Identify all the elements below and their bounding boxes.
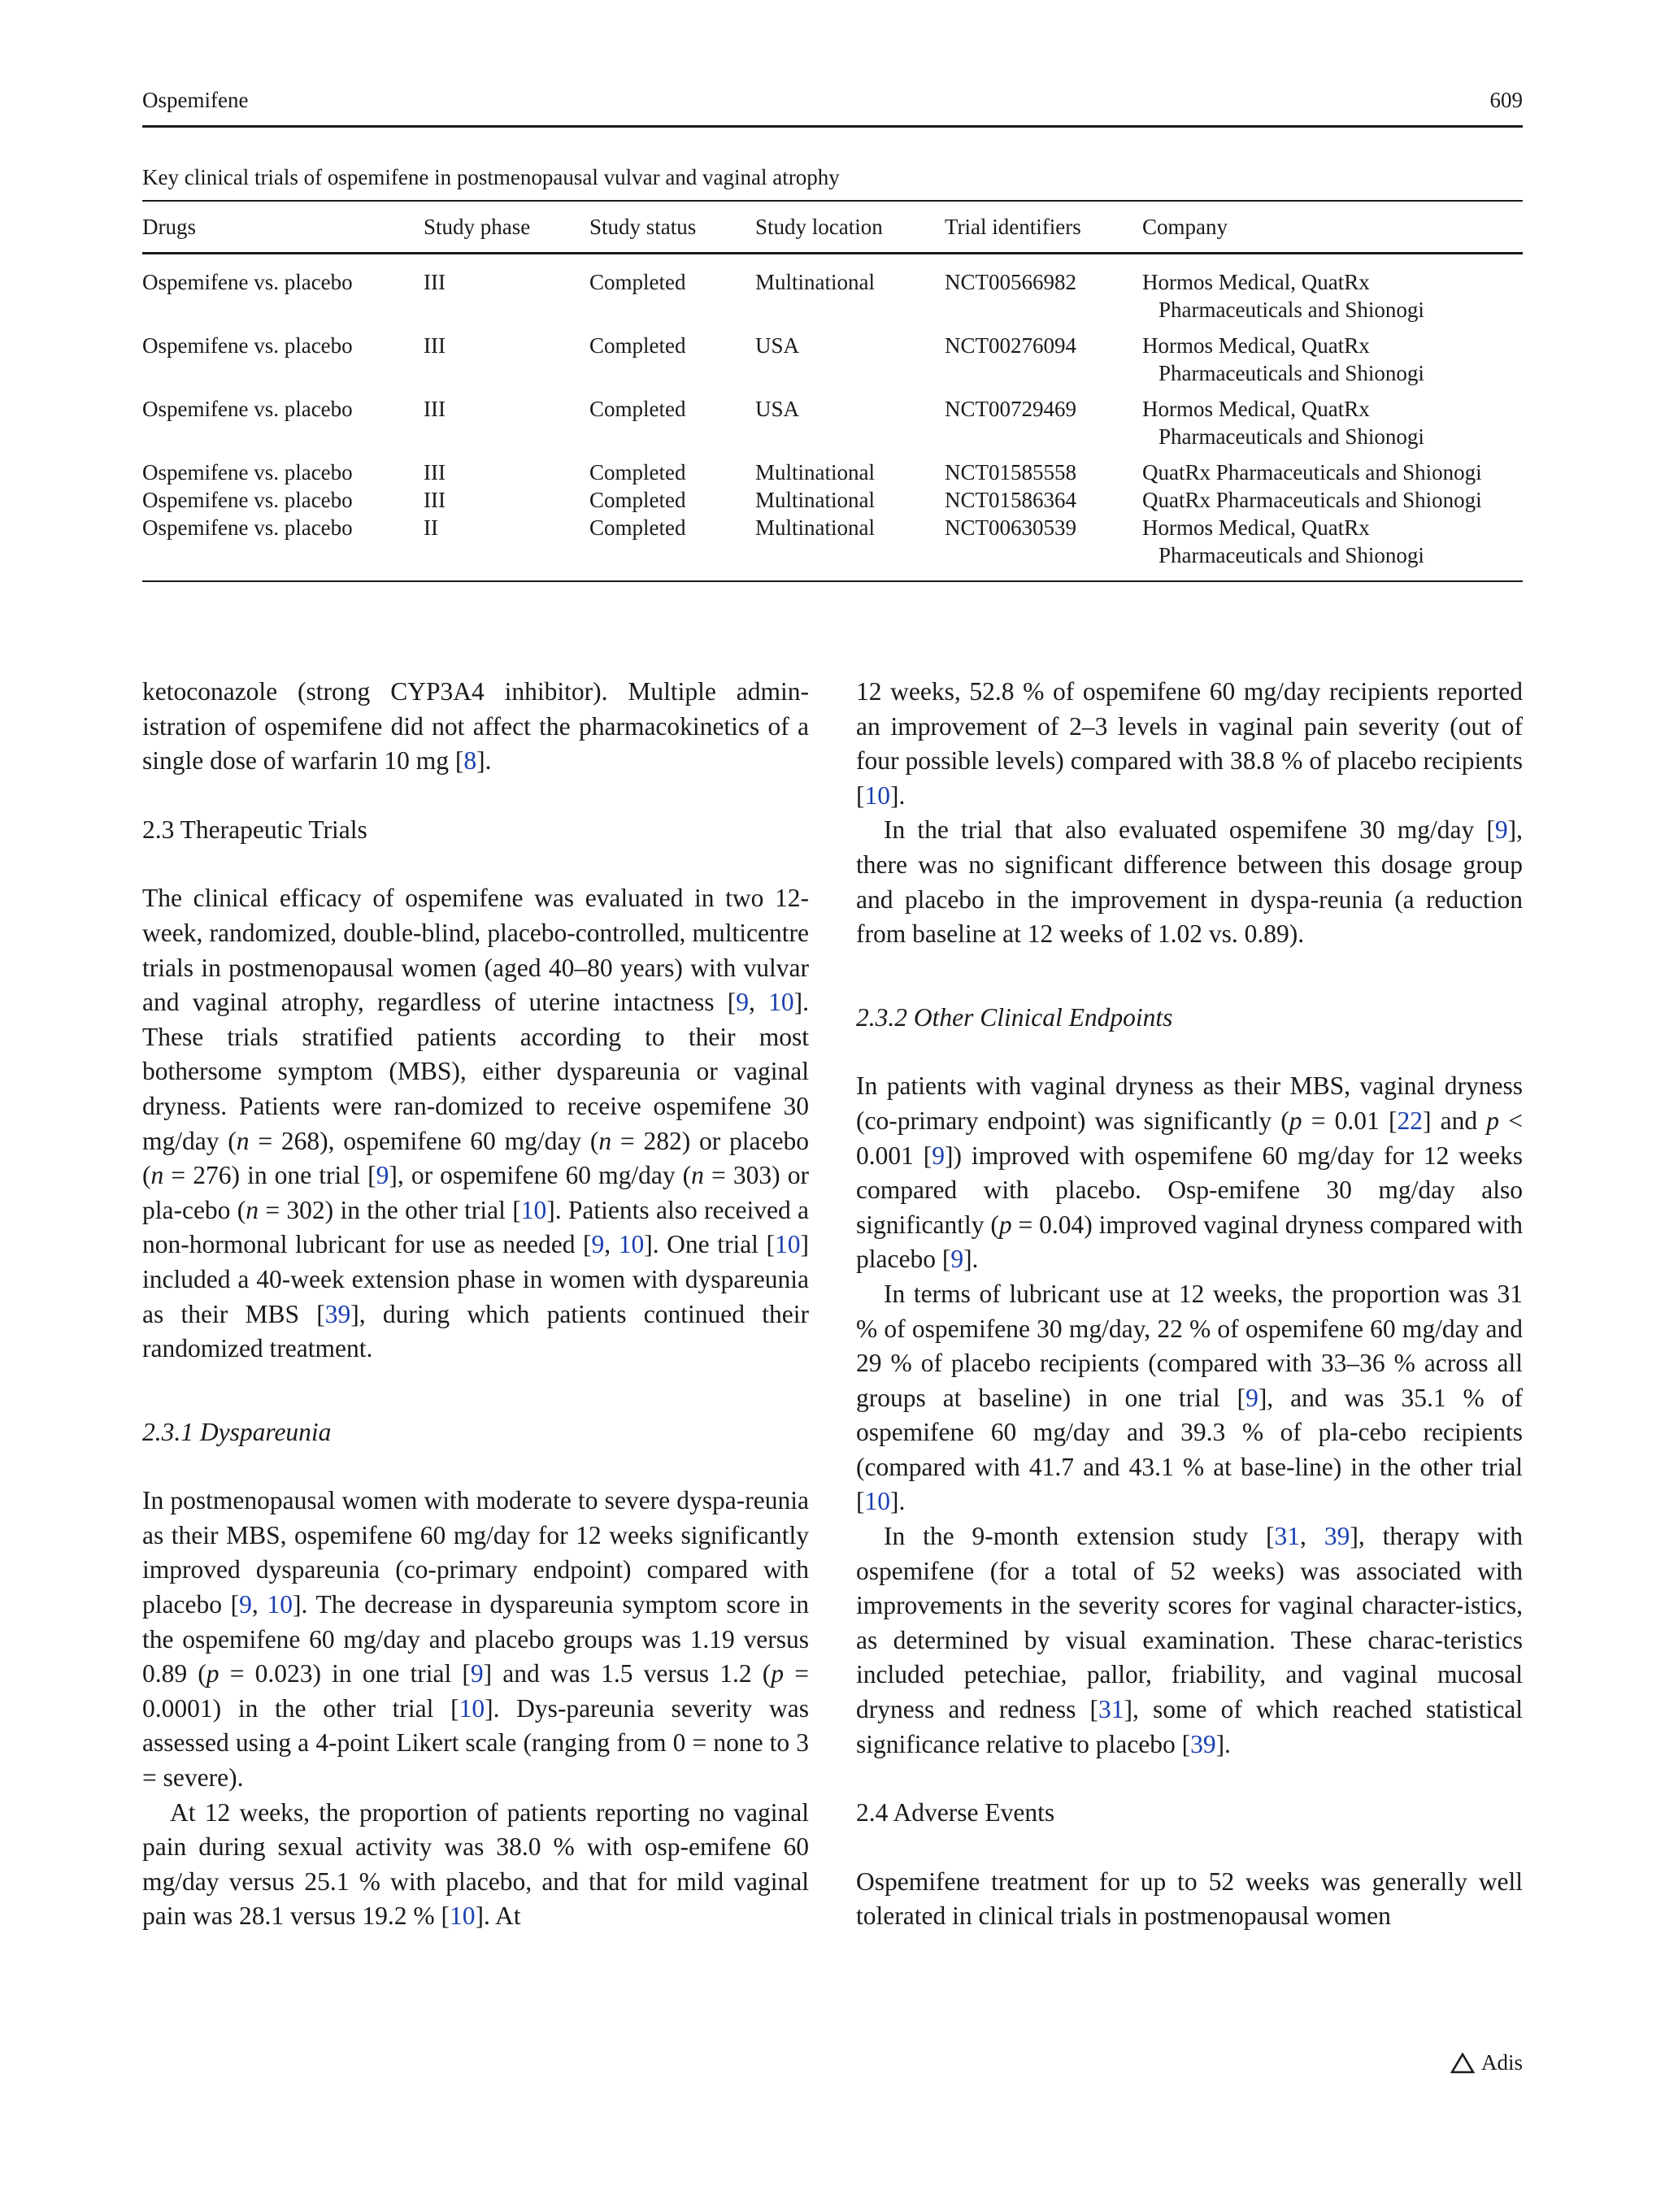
citation-link: 39: [1190, 1729, 1216, 1758]
text-run: ]. At: [475, 1901, 521, 1931]
stat-symbol: n: [246, 1195, 259, 1224]
text-run: ,: [1300, 1522, 1324, 1551]
text-run: ].: [890, 780, 906, 810]
citation-link: 31: [1274, 1522, 1301, 1551]
trials-table: [142, 200, 1523, 582]
citation-link: 10: [768, 988, 794, 1017]
table-cell: Completed: [589, 333, 686, 358]
stat-symbol: n: [150, 1161, 164, 1190]
citation-link: 10: [449, 1901, 476, 1931]
text-run: ].: [890, 1487, 906, 1516]
text-run: ], or ospemifene 60 mg/day (: [389, 1161, 692, 1190]
paragraph: [856, 1865, 1523, 1934]
text-run: ,: [604, 1230, 619, 1259]
column-header: Study location: [755, 201, 945, 254]
publisher-footer: [1450, 2050, 1523, 2075]
company-line: Hormos Medical, QuatRx: [1142, 270, 1370, 294]
table-row: [142, 332, 1523, 395]
paragraph: [856, 813, 1523, 951]
table-cell: Ospemifene vs. placebo: [142, 488, 353, 512]
citation-link: 10: [864, 780, 890, 810]
citation-link: 9: [950, 1245, 964, 1274]
text-run: = 0.04) improved vaginal dryness compared with placebo [: [856, 1210, 1523, 1274]
stat-symbol: p: [1486, 1106, 1500, 1135]
company-cell: [1142, 395, 1523, 458]
citation-link: 10: [459, 1693, 485, 1723]
table-cell: Ospemifene vs. placebo: [142, 460, 353, 485]
text-run: At 12 weeks, the proportion of patients reporting no vaginal pain during sexual activity was 38.0 % with osp-emifene 60 mg/day versus 25.1 % with placebo, and that for mild vaginal pain was 28.1 versus 19.2 % [: [142, 1797, 809, 1931]
section-heading: 2.4 Adverse Events: [856, 1798, 1055, 1827]
text-run: ].: [963, 1245, 979, 1274]
text-run: ]. Patients also received a non-hormonal lubricant for use as needed [: [142, 1195, 809, 1259]
table-cell: III: [424, 397, 446, 421]
text-run: ].: [1215, 1729, 1231, 1758]
table-cell: Completed: [589, 270, 686, 294]
column-header: Company: [1142, 201, 1523, 254]
table-cell: NCT00276094: [945, 333, 1076, 358]
table-cell: III: [424, 460, 446, 485]
table-cell: Ospemifene vs. placebo: [142, 333, 353, 358]
citation-link: 10: [520, 1195, 547, 1224]
stat-symbol: p: [771, 1659, 785, 1688]
table-row: [142, 458, 1523, 486]
citation-link: 31: [1098, 1695, 1124, 1724]
table-caption: Key clinical trials of ospemifene in postmenopausal vulvar and vaginal atrophy: [142, 165, 840, 189]
table-cell: USA: [755, 397, 800, 421]
table-cell: Completed: [589, 488, 686, 512]
subsection-heading: 2.3.2 Other Clinical Endpoints: [856, 1002, 1173, 1032]
citation-link: 9: [1494, 815, 1508, 845]
text-run: ,: [251, 1590, 267, 1619]
paragraph: [142, 1484, 809, 1795]
table-cell: Multinational: [755, 270, 875, 294]
company-line: Pharmaceuticals and Shionogi: [1159, 361, 1424, 385]
paragraph: [142, 675, 809, 779]
company-line: Pharmaceuticals and Shionogi: [1159, 424, 1424, 449]
column-header: Drugs: [142, 201, 424, 254]
adis-triangle-icon: [1450, 2053, 1475, 2074]
text-run: ]) improved with ospemifene 60 mg/day for 12 weeks compared with placebo. Osp-emifene 30 mg/day also significantly (: [856, 1141, 1523, 1239]
citation-link: 8: [463, 746, 477, 776]
text-run: 12 weeks, 52.8 % of ospemifene 60 mg/day recipients reported an improvement of 2–3 levels in vaginal pain severity (out of four possible levels) compared with 38.8 % of placebo recipients [: [856, 677, 1523, 810]
text-run: ] and was 1.5 versus 1.2 (: [483, 1659, 772, 1688]
left-column: [142, 675, 809, 1934]
text-run: = 302) in the other trial [: [259, 1195, 521, 1224]
citation-link: 9: [591, 1230, 605, 1259]
company-line: Pharmaceuticals and Shionogi: [1159, 298, 1424, 322]
text-run: < 0.001 [: [856, 1106, 1523, 1170]
column-header: Study phase: [424, 201, 589, 254]
citation-link: 9: [239, 1590, 252, 1619]
paragraph: [856, 1277, 1523, 1519]
citation-link: 39: [1324, 1522, 1350, 1551]
table-cell: Multinational: [755, 488, 875, 512]
table-cell: USA: [755, 333, 800, 358]
paragraph: [142, 881, 809, 1366]
table-header-row: [142, 201, 1523, 254]
company-line: Pharmaceuticals and Shionogi: [1159, 543, 1424, 567]
text-run: = 0.0001) in the other trial [: [142, 1659, 809, 1723]
text-run: In patients with vaginal dryness as their MBS, vaginal dryness (co-primary endpoint) was significantly (: [856, 1071, 1523, 1135]
text-run: ]. These trials stratified patients according to their most bothersome symptom (MBS), either dyspareunia or vaginal dryness. Patients were ran-domized to receive ospemifene 30 mg/day (: [142, 988, 810, 1155]
text-run: The clinical efficacy of ospemifene was evaluated in two 12-week, randomized, double-blind, placebo-controlled, multicentre trials in postmenopausal women (aged 40–80 years) with vulvar and vaginal atrophy, regardless of uterine intactness [: [142, 884, 809, 1017]
table-cell: Completed: [589, 397, 686, 421]
text-run: In the 9-month extension study [: [884, 1522, 1275, 1551]
table-cell: Ospemifene vs. placebo: [142, 514, 424, 581]
stat-symbol: n: [691, 1161, 704, 1190]
table-cell: III: [424, 488, 446, 512]
citation-link: 10: [618, 1230, 645, 1259]
table-cell: Multinational: [755, 514, 945, 581]
text-run: ], some of which reached statistical significance relative to placebo [: [856, 1695, 1523, 1758]
table-cell: Completed: [589, 514, 755, 581]
page-number: 609: [1489, 88, 1523, 112]
header-rule: [142, 125, 1523, 128]
citation-link: 10: [267, 1590, 293, 1619]
citation-link: 22: [1397, 1106, 1423, 1135]
trials-table-wrap: [142, 200, 1523, 582]
section-heading: 2.3 Therapeutic Trials: [142, 815, 367, 844]
text-run: ], during which patients continued their randomized treatment.: [142, 1299, 809, 1363]
company-cell: [1142, 458, 1523, 486]
text-run: ]. The decrease in dyspareunia symptom score in the ospemifene 60 mg/day and placebo groups was 1.19 versus 0.89 (: [142, 1590, 809, 1688]
subsection-heading: 2.3.1 Dyspareunia: [142, 1417, 332, 1446]
table-cell: Multinational: [755, 460, 875, 485]
text-run: ketoconazole (strong CYP3A4 inhibitor). Multiple admin-istration of ospemifene did not affect the pharmacokinetics of a single dose of warfarin 10 mg [: [142, 677, 809, 776]
table-row: [142, 514, 1523, 581]
paragraph: [856, 1069, 1523, 1277]
table-cell: III: [424, 333, 446, 358]
citation-link: 9: [736, 988, 749, 1017]
table-cell: NCT01585558: [945, 460, 1076, 485]
table-row: [142, 395, 1523, 458]
text-run: ,: [748, 988, 769, 1017]
column-header: Study status: [589, 201, 755, 254]
text-run: ]. One trial [: [644, 1230, 775, 1259]
citation-link: 10: [864, 1487, 890, 1516]
column-header: Trial identifiers: [945, 201, 1142, 254]
table-cell: NCT01586364: [945, 488, 1076, 512]
citation-link: 39: [324, 1299, 351, 1328]
company-cell: [1142, 332, 1523, 395]
table-cell: Completed: [589, 460, 686, 485]
table-row: [142, 486, 1523, 514]
table-cell: Ospemifene vs. placebo: [142, 270, 353, 294]
citation-link: 10: [775, 1230, 801, 1259]
stat-symbol: p: [1289, 1106, 1302, 1135]
citation-link: 9: [470, 1659, 484, 1688]
table-cell: III: [424, 270, 446, 294]
text-run: = 276) in one trial [: [163, 1161, 376, 1190]
text-run: ] and: [1422, 1106, 1487, 1135]
table-cell: NCT00729469: [945, 397, 1076, 421]
company-cell: [1142, 254, 1523, 332]
text-run: = 268), ospemifene 60 mg/day (: [249, 1126, 599, 1155]
text-run: ]. Dys-pareunia severity was assessed using a 4-point Likert scale (ranging from 0 = none to 3 = severe).: [142, 1693, 809, 1793]
company-line: Hormos Medical, QuatRx: [1142, 333, 1370, 358]
company-line: QuatRx Pharmaceuticals and Shionogi: [1142, 460, 1482, 485]
citation-link: 9: [376, 1161, 389, 1190]
company-cell: [1142, 514, 1523, 581]
stat-symbol: n: [598, 1126, 612, 1155]
text-run: In postmenopausal women with moderate to severe dyspa-reunia as their MBS, ospemifene 60 mg/day for 12 weeks significantly improved dyspareunia (co-primary endpoint) compared with placebo [: [142, 1486, 809, 1619]
company-line: Hormos Medical, QuatRx: [1142, 515, 1370, 540]
text-run: ], there was no significant difference between this dosage group and placebo in the improvement in dyspa-reunia (a reduction from baseline at 12 weeks of 1.02 vs. 0.89).: [856, 815, 1523, 949]
text-run: = 0.023) in one trial [: [219, 1659, 471, 1688]
company-cell: [1142, 486, 1523, 514]
text-run: In the trial that also evaluated ospemifene 30 mg/day [: [884, 815, 1495, 845]
citation-link: 9: [1245, 1383, 1259, 1412]
text-run: ], and was 35.1 % of ospemifene 60 mg/day and 39.3 % of pla-cebo recipients (compared with 41.7 and 43.1 % at base-line) in the other trial [: [856, 1383, 1523, 1516]
text-run: = 0.01 [: [1302, 1106, 1398, 1135]
table-cell: NCT00566982: [945, 270, 1076, 294]
text-run: In terms of lubricant use at 12 weeks, the proportion was 31 % of ospemifene 30 mg/day, 22 % of ospemifene 60 mg/day and 29 % of placebo recipients (compared with 33–36 % across all groups at baseline) in one trial [: [856, 1279, 1523, 1412]
table-cell: II: [424, 514, 589, 581]
running-title: Ospemifene: [142, 88, 249, 112]
stat-symbol: p: [206, 1659, 220, 1688]
company-line: Hormos Medical, QuatRx: [1142, 397, 1370, 421]
running-header: [142, 88, 1523, 113]
citation-link: 9: [932, 1141, 946, 1170]
table-body: [142, 254, 1523, 582]
table-cell: NCT00630539: [945, 514, 1142, 581]
paragraph: [142, 1796, 809, 1934]
right-column: [856, 675, 1523, 1934]
publisher-name: Adis: [1480, 2050, 1523, 2075]
text-run: Ospemifene treatment for up to 52 weeks was generally well tolerated in clinical trials in postmenopausal women: [856, 1867, 1523, 1931]
stat-symbol: n: [236, 1126, 250, 1155]
text-run: = 282) or placebo (: [142, 1126, 809, 1190]
paragraph: [856, 1519, 1523, 1762]
text-run: ].: [476, 746, 492, 776]
table-row: [142, 254, 1523, 332]
text-run: = 303) or pla-cebo (: [142, 1161, 809, 1224]
company-line: QuatRx Pharmaceuticals and Shionogi: [1142, 488, 1482, 512]
stat-symbol: p: [998, 1210, 1012, 1239]
text-run: ], therapy with ospemifene (for a total of 52 weeks) was associated with improvements in the severity scores for vaginal character-istics, as determined by visual examination. These charac-teristics included petechiae, pallor, friability, and vaginal mucosal dryness and redness [: [856, 1522, 1523, 1724]
paragraph: [856, 675, 1523, 813]
table-cell: Ospemifene vs. placebo: [142, 397, 353, 421]
text-run: ] included a 40-week extension phase in women with dyspareunia as their MBS [: [142, 1230, 809, 1328]
